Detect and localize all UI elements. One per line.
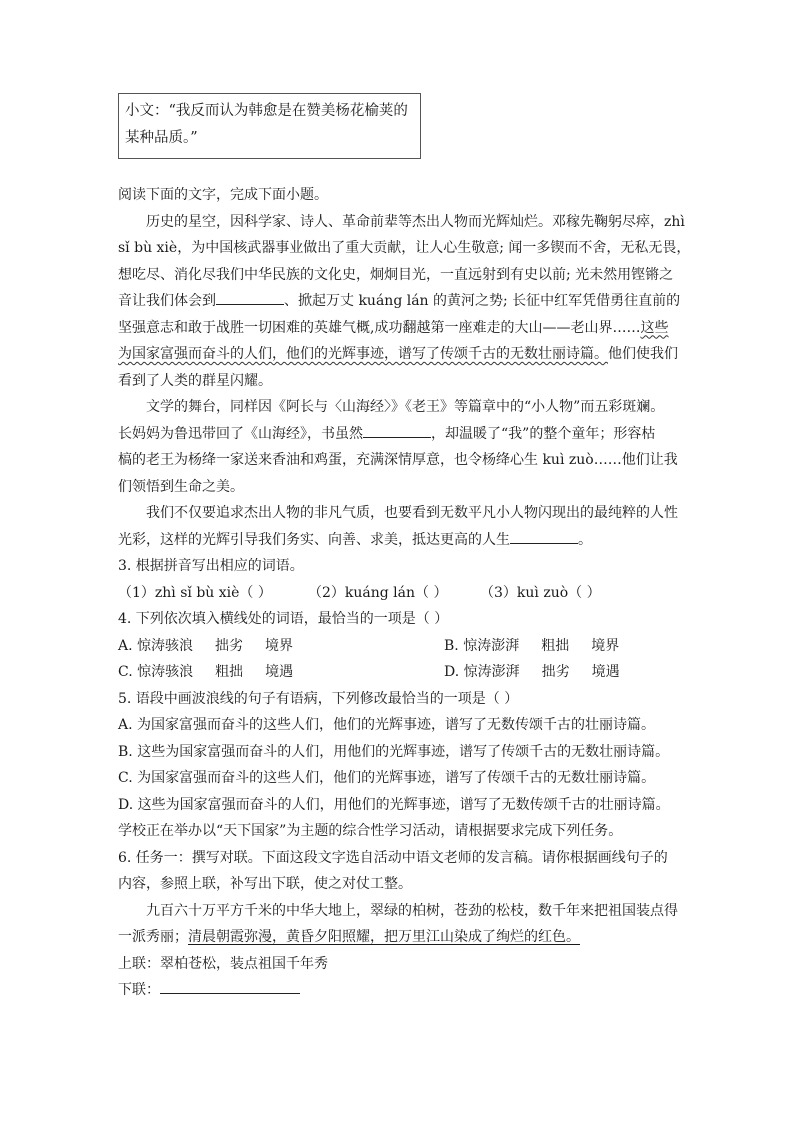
- wavy-sentence: 为国家富强而奋斗的人们，他们的光辉事迹，谱写了传颂千古的无数壮丽诗篇。: [118, 346, 608, 362]
- p3-line-2b: 。: [578, 531, 592, 548]
- quote-line-2: 某种品质。”: [125, 130, 198, 146]
- q3-item-2[interactable]: （2）kuáng lán（ ）: [308, 584, 448, 601]
- answer-blank-3[interactable]: [510, 529, 578, 544]
- reading-intro: 阅读下面的文字，完成下面小题。: [118, 187, 328, 203]
- lower-couplet: [118, 977, 678, 1004]
- p1-line-4b: 、掀起万丈 kuáng lán 的黄河之势; 长征中红军凭借勇往直前的: [284, 293, 681, 309]
- quote-box: [118, 93, 421, 159]
- q3-item-1[interactable]: （1）zhì sǐ bù xiè（ ）: [118, 584, 272, 601]
- p1-line-4: [118, 288, 681, 315]
- q3-item-3[interactable]: （3）kuì zuò（ ）: [480, 584, 601, 601]
- p1-line-5: [118, 315, 678, 342]
- p1-line-1: 历史的星空，因科学家、诗人、革命前辈等杰出人物而光辉灿烂。邓稼先鞠躬尽瘁，zhì: [146, 213, 685, 230]
- answer-blank-2[interactable]: [363, 423, 431, 438]
- q3-stem: 3. 根据拼音写出相应的词语。: [118, 558, 304, 574]
- p1-line-6b: 他们使我们: [608, 346, 678, 362]
- q5-option-c[interactable]: C. 为国家富强而奋斗的这些人们，他们的光辉事迹，谱写了传颂千古的无数壮丽诗篇。: [118, 770, 656, 786]
- q6-line-1: 6. 任务一：撰写对联。下面这段文字选自活动中语文老师的发言稿。请你根据画线句子的: [118, 849, 668, 866]
- q4-stem: 4. 下列依次填入横线处的词语，最恰当的一项是（ ）: [118, 611, 449, 627]
- q6-passage-1: 九百六十万平方千米的中华大地上，翠绿的柏树，苍劲的松枝，数千年来把祖国装点得: [146, 902, 678, 919]
- p2-line-2a: 长妈妈为鲁迅带回了《山海经》，书虽然: [118, 425, 363, 442]
- main-content: [118, 182, 691, 1004]
- wavy-sentence-start: 这些: [640, 319, 669, 336]
- q5-stem: 5. 语段中画波浪线的句子有语病，下列修改最恰当的一项是（ ）: [118, 690, 519, 707]
- p1-line-3: 想吃尽、消化尽我们中华民族的文化史，炯炯目光，一直远射到有史以前; 光未然用铿锵之: [118, 266, 674, 283]
- p2-line-2b: ，却温暖了“我”的整个童年；形容枯: [431, 425, 656, 442]
- q4-option-d[interactable]: D. 惊涛澎湃 拙劣 境遇: [444, 664, 620, 680]
- underlined-sentence: 清晨朝霞弥漫，黄昏夕阳照耀，把万里江山染成了绚烂的红色。: [188, 929, 580, 945]
- upper-couplet: 上联：翠柏苍松，装点祖国千年秀: [118, 955, 328, 972]
- p3-line-1: 我们不仅要追求杰出人物的非凡气质，也要看到无数平凡小人物闪现出的最纯粹的人性: [146, 505, 678, 521]
- p3-line-2: [118, 527, 678, 554]
- q4-option-a[interactable]: A. 惊涛骇浪 拙劣 境界: [118, 637, 294, 654]
- p3-line-2a: 光彩，这样的光辉引导我们务实、向善、求美，抵达更高的人生: [118, 531, 510, 548]
- p1-line-5a: 坚强意志和敢于战胜一切困难的英雄气概,成功翻越第一座难走的大山——老山界……: [118, 319, 641, 336]
- answer-blank-1[interactable]: [216, 290, 284, 305]
- lower-couplet-label: 下联：: [118, 982, 160, 998]
- q4-option-c[interactable]: C. 惊涛骇浪 粗拙 境遇: [118, 664, 294, 680]
- q6-line-2: 内容，参照上联，补写出下联，使之对仗工整。: [118, 876, 412, 892]
- p1-line-7: 看到了人类的群星闪耀。: [118, 372, 272, 389]
- lower-couplet-blank[interactable]: [160, 979, 300, 994]
- activity-intro: 学校正在举办以“天下国家”为主题的综合性学习活动，请根据要求完成下列任务。: [118, 823, 623, 839]
- p2-line-2: [118, 421, 678, 448]
- q6-passage-2a: 一派秀丽；: [118, 929, 188, 945]
- quote-line-1: 小文：“我反而认为韩愈是在赞美杨花榆荚的: [125, 103, 408, 119]
- q5-option-d[interactable]: D. 这些为国家富强而奋斗的人们，用他们的光辉事迹，谱写了无数传颂千古的壮丽诗篇。: [118, 796, 670, 813]
- p2-line-1: 文学的舞台，同样因《阿长与〈山海经〉》《老王》等篇章中的“小人物”而五彩斑斓。: [146, 399, 665, 415]
- p2-line-3: 槁的老王为杨绛一家送来香油和鸡蛋，充满深情厚意，也令杨绛心生 kuì zuò……他们让我: [118, 452, 678, 468]
- p1-line-4a: 音让我们体会到: [118, 293, 216, 309]
- q5-option-a[interactable]: A. 为国家富强而奋斗的这些人们，他们的光辉事迹，谱写了无数传颂千古的壮丽诗篇。: [118, 717, 656, 733]
- p1-line-6: [118, 341, 678, 368]
- p1-line-2: sǐ bù xiè，为中国核武器事业做出了重大贡献，让人心生敬意; 闻一多锲而不舍，无私无畏，: [118, 240, 691, 256]
- q6-passage-2: [118, 924, 678, 951]
- q5-option-b[interactable]: B. 这些为国家富强而奋斗的人们，用他们的光辉事迹，谱写了传颂千古的无数壮丽诗篇。: [118, 743, 670, 760]
- q3-items: [118, 580, 678, 607]
- q4-row-1: [118, 633, 678, 660]
- q4-row-2: [118, 659, 678, 686]
- p2-line-4: 们领悟到生命之美。: [118, 478, 244, 495]
- q4-option-b[interactable]: B. 惊涛澎湃 粗拙 境界: [444, 637, 620, 654]
